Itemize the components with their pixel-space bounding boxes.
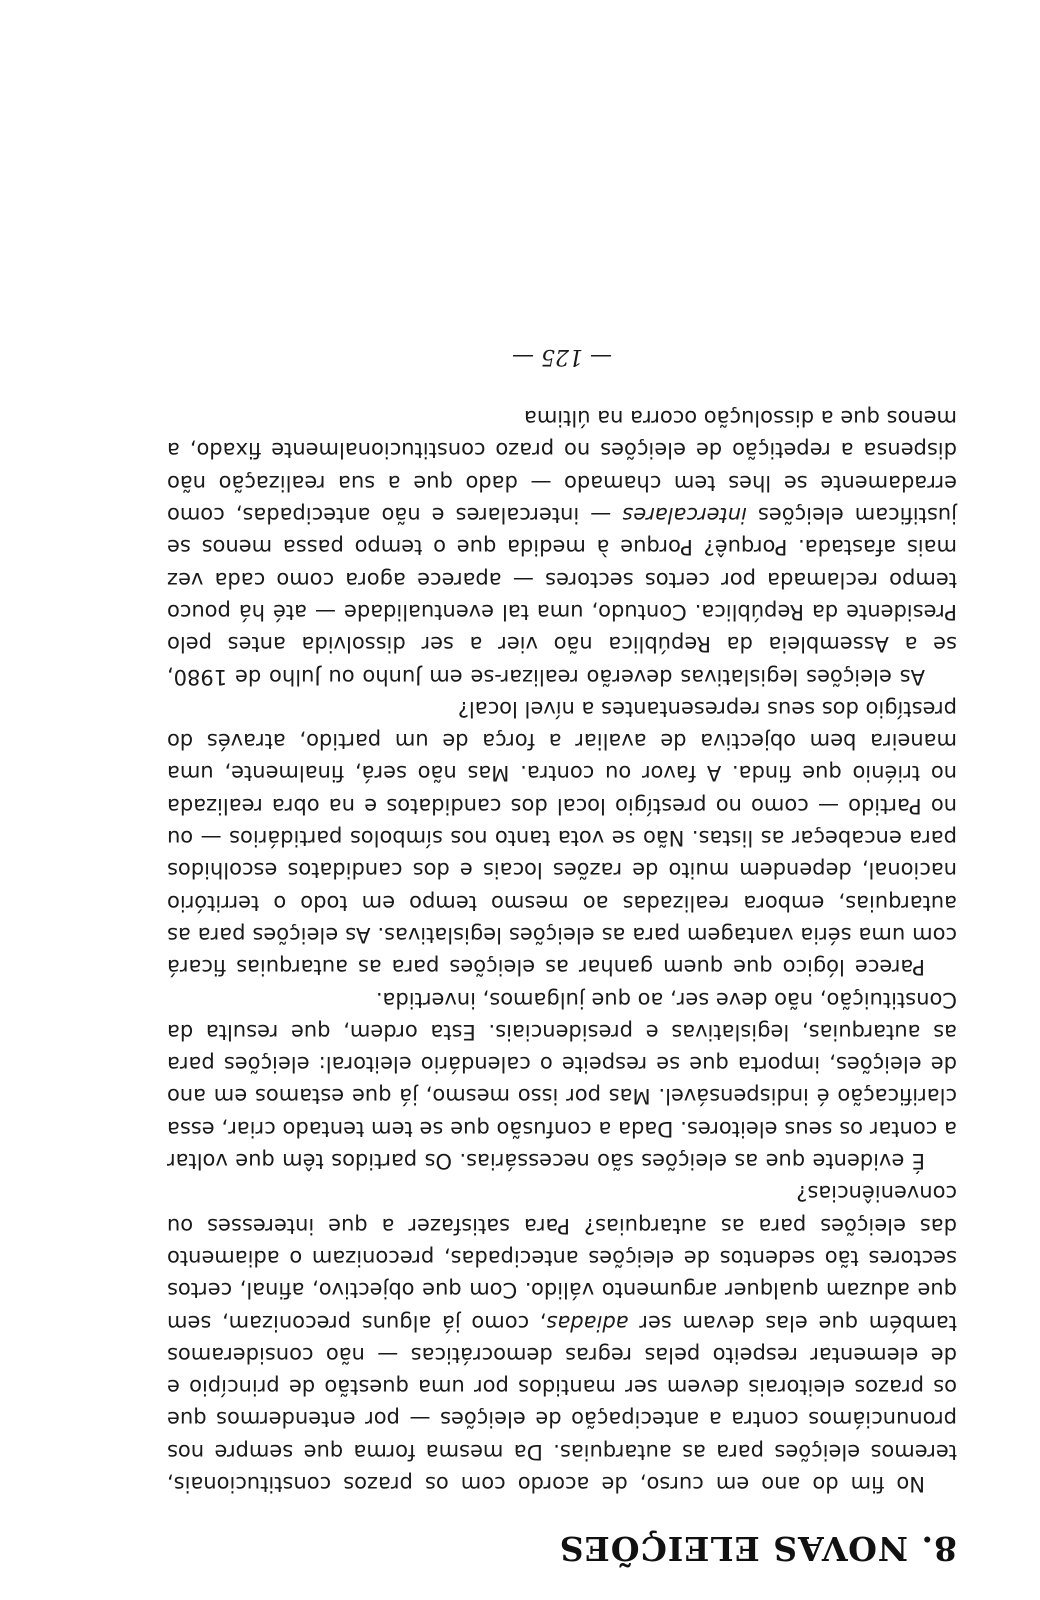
paragraph-1-text-a: No fim do ano em curso, de acordo com os prazos constitucionais, teremos eleições para as autarquias. Da mesma forma que sempre nos pronunciámos contra a antecipação de eleições — por entendermos que os prazos eleitorais devem ser mantidos por uma questão de princípio e de elementar respeito pelas regras democráticas — não consideramos também que elas devam ser <box>167 1310 957 1496</box>
page-content <box>167 340 957 1568</box>
paragraph-4 <box>167 402 957 693</box>
page-number: — 125 — <box>512 343 612 369</box>
paragraph-4-emphasis: intercalares <box>622 503 747 528</box>
paragraph-1 <box>167 1177 957 1500</box>
paragraph-4-text-b: — intercalares e não antecipadas, como erradamente se lhes tem chamado — dado que a sua realização não dispensa a repetição de eleições no prazo constitucionalmente fixado, a menos que a dissolução ocorra na última <box>167 406 957 528</box>
paragraph-1-emphasis: adiadas <box>546 1310 629 1335</box>
paragraph-3-text: Parece lógico que quem ganhar as eleições para as autarquias ficará com uma séria vantagem para as eleições legislativas. As eleições para as autarquias, embora realizadas ao mesmo tempo em todo o território nacional, dependem muito de razões locais e dos candidatos escolhidos para encabeçar as listas. Não se vota tanto nos símbolos partidários — ou no Partido — como no prestígio local dos candidatos e na obra realizada no triénio que finda. A favor ou contra. Mas não será, finalmente, uma maneira bem objectiva de avaliar a força de um partido, através do prestígio dos seus representantes a nível local? <box>167 696 957 980</box>
paragraph-4-text-a: As eleições legislativas deverão realizar-se em Junho ou Julho de 1980, se a Assembleia da República não vier a ser dissolvida antes pelo Presidente da República. Contudo, uma tal eventualidade — até há pouco tempo reclamada por certos sectores — aparece agora como cada vez mais afastada. Porquê? Porque à medida que o tempo passa menos se justificam eleições <box>167 503 957 689</box>
chapter-heading: 8. NOVAS ELEIÇÕES <box>558 1529 957 1568</box>
paragraph-1-text-b: , como já alguns preconizam, sem que aduzam qualquer argumento válido. Com que objectivo, afinal, certos sectores tão sedentos de eleições antecipadas, preconizam o adiamento das eleições para as autarquias? Para satisfazer a que interesses ou conveniências? <box>167 1181 957 1335</box>
paragraph-3 <box>167 693 957 984</box>
paragraph-2 <box>167 983 957 1177</box>
paragraph-2-text: É evidente que as eleições são necessárias. Os partidos têm que voltar a contar os seus eleitores. Dada a confusão que se tem tentado criar, essa clarificação é indispensável. Mas por isso mesmo, já que estamos em ano de eleições, importa que se respeite o calendário eleitoral: eleições para as autarquias, legislativas e presidenciais. Esta ordem, que resulta da Constituição, não deve ser, ao que julgamos, invertida. <box>167 987 957 1174</box>
